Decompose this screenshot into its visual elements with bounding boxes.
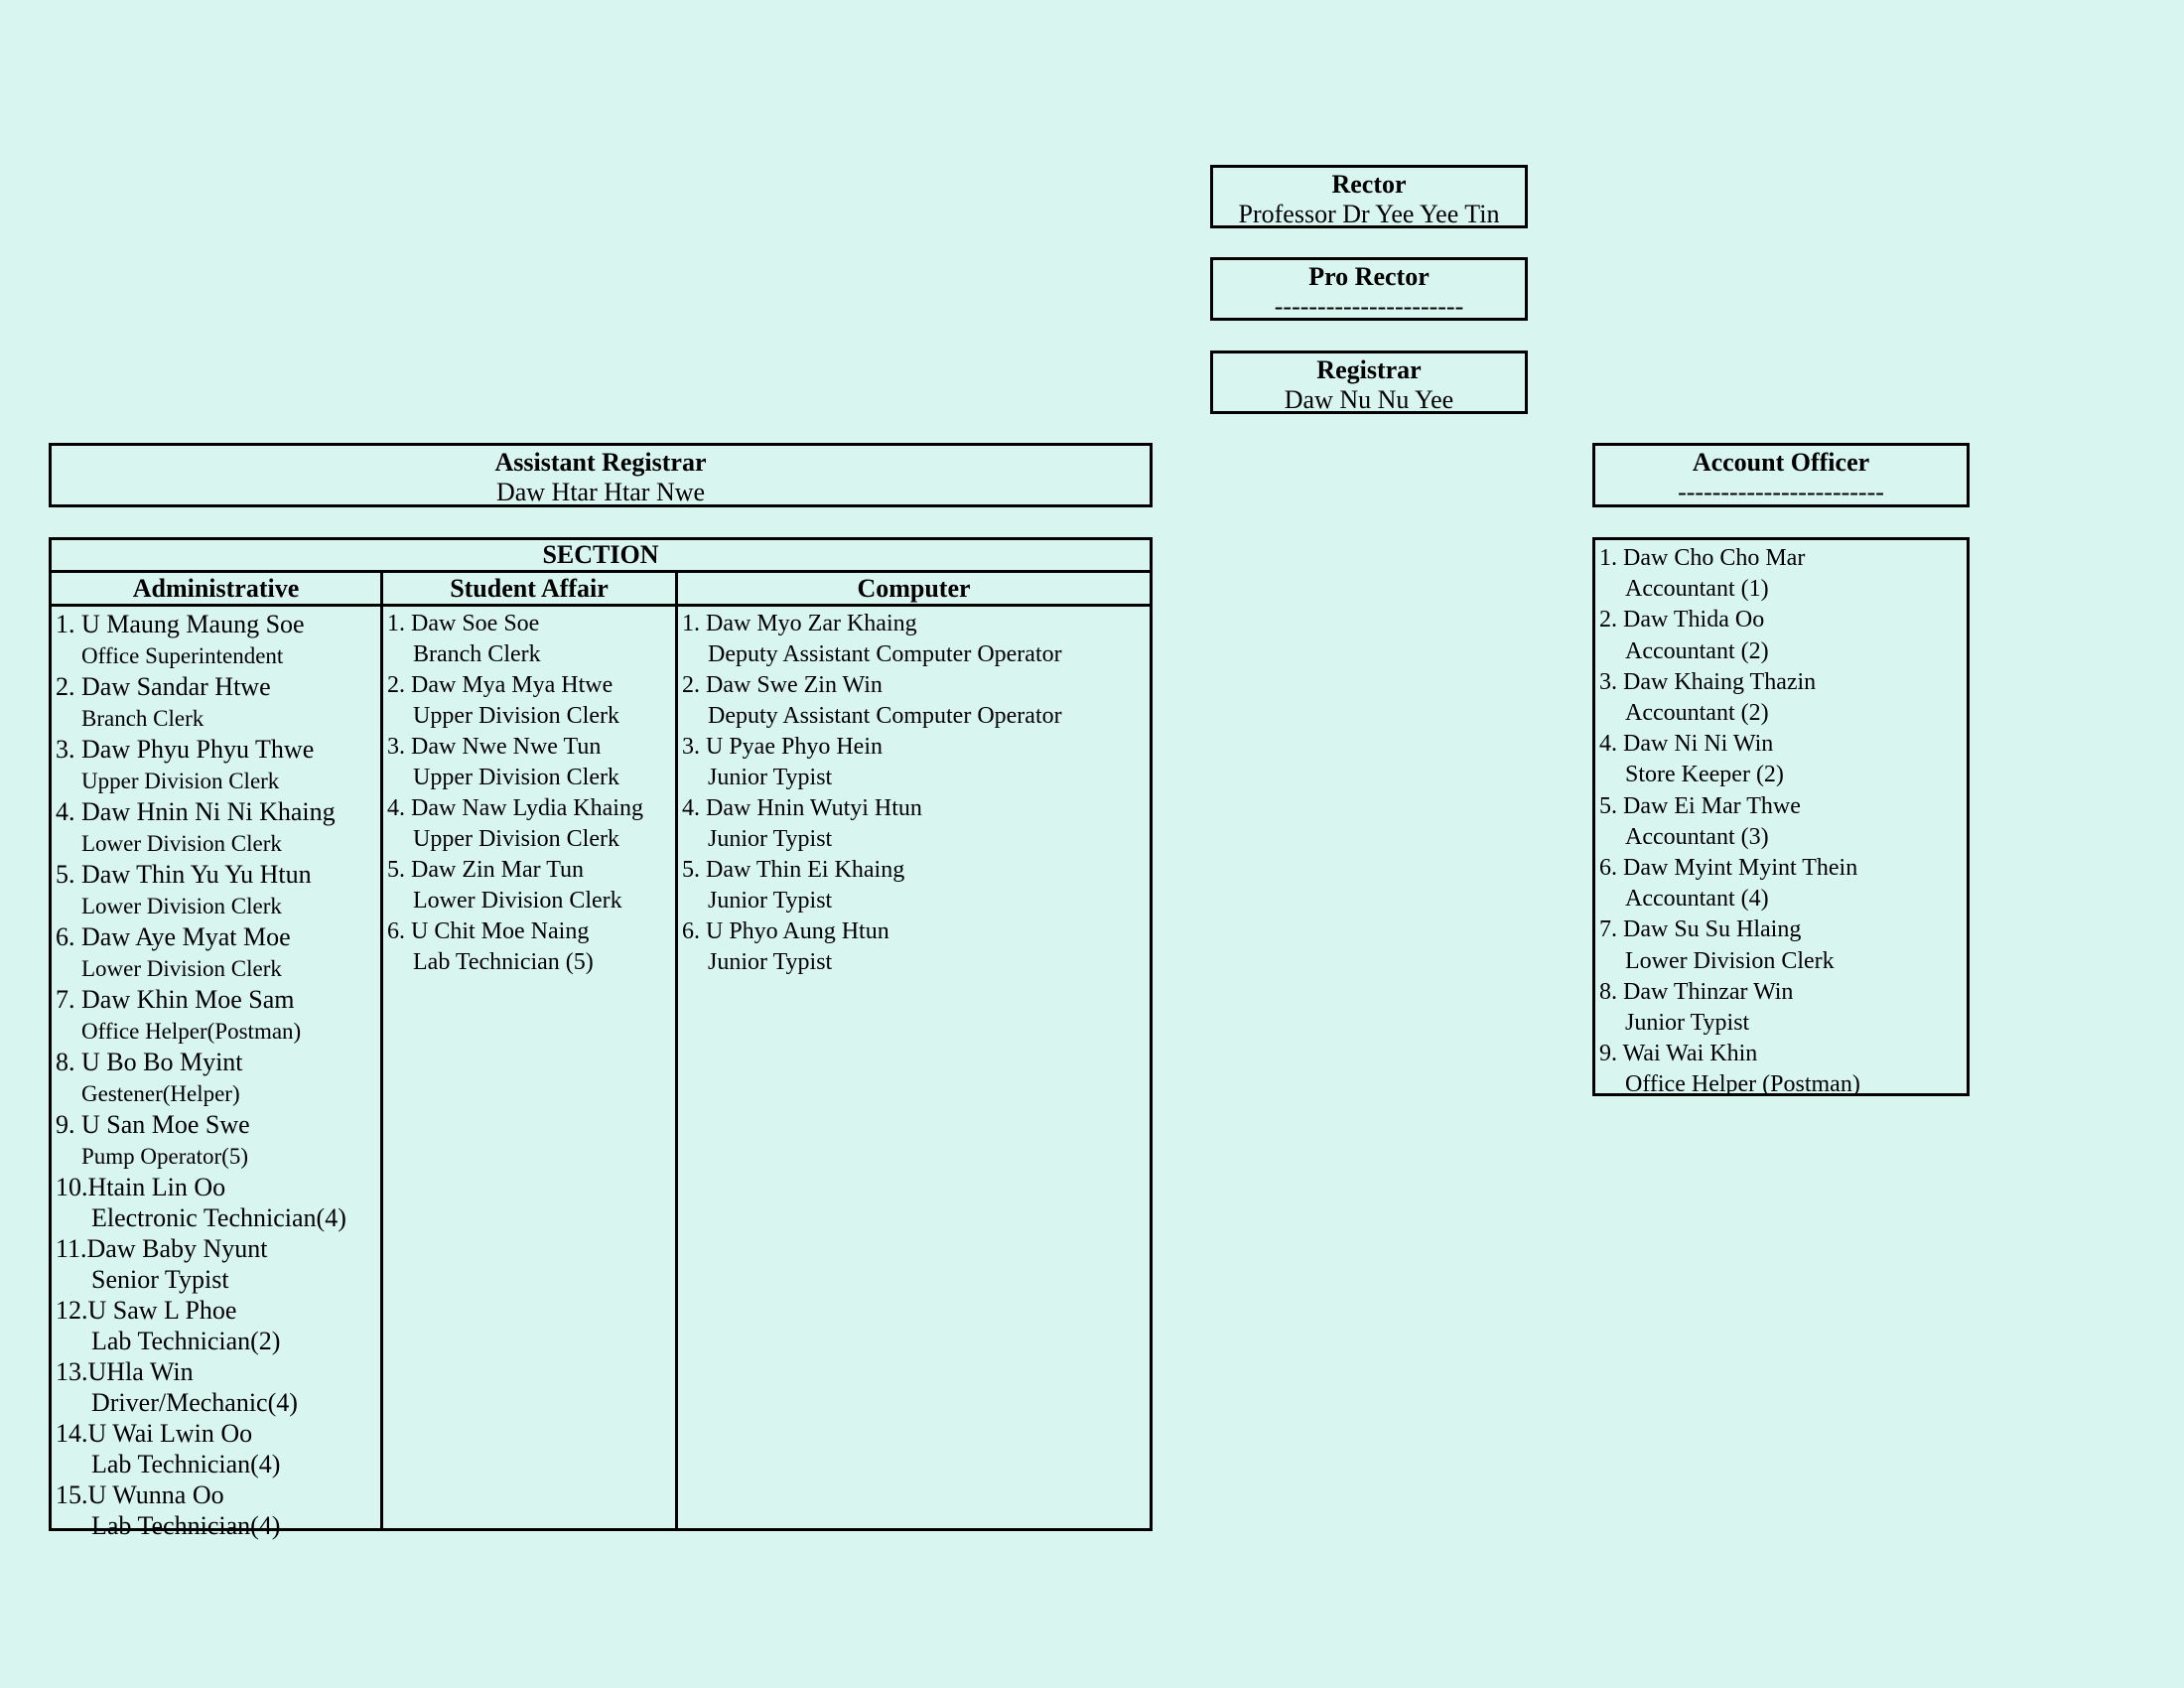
- list-item: [678, 609, 1150, 670]
- pro-rector-box: [1210, 257, 1528, 321]
- staff-role: Upper Division Clerk: [413, 765, 619, 790]
- staff-name: 2. Daw Swe Zin Win: [682, 672, 883, 698]
- staff-name: 9. Wai Wai Khin: [1599, 1041, 1758, 1067]
- list-item: [52, 1479, 380, 1541]
- list-item: [52, 796, 380, 859]
- list-item: [52, 984, 380, 1047]
- list-item: [52, 1109, 380, 1172]
- staff-role: Store Keeper (2): [1625, 762, 1784, 788]
- list-item: [1595, 791, 1967, 853]
- staff-role: Junior Typist: [708, 826, 833, 852]
- staff-role: Lower Division Clerk: [81, 831, 282, 856]
- list-item: [1595, 977, 1967, 1039]
- account-officer-name: ------------------------: [1678, 478, 1884, 506]
- staff-name: 6. Daw Myint Myint Thein: [1599, 855, 1858, 882]
- staff-name: 5. Daw Thin Yu Yu Htun: [56, 860, 312, 889]
- pro-rector-name: ----------------------: [1274, 292, 1464, 321]
- staff-name: 2. Daw Sandar Htwe: [56, 672, 271, 701]
- staff-role: Lower Division Clerk: [81, 956, 282, 981]
- staff-name: 13.UHla Win: [56, 1357, 194, 1386]
- list-item: [383, 670, 675, 732]
- list-item: [1595, 853, 1967, 914]
- staff-role: Accountant (3): [1625, 823, 1769, 850]
- staff-role: Office Helper (Postman): [1625, 1071, 1860, 1098]
- staff-name: 3. Daw Phyu Phyu Thwe: [56, 735, 315, 764]
- list-item: [52, 921, 380, 984]
- list-item: [52, 734, 380, 796]
- staff-role: Branch Clerk: [81, 706, 205, 731]
- staff-name: 3. Daw Khaing Thazin: [1599, 668, 1817, 695]
- staff-name: 10.Htain Lin Oo: [56, 1173, 226, 1201]
- staff-role: Accountant (1): [1625, 576, 1769, 603]
- staff-role: Upper Division Clerk: [413, 826, 619, 852]
- staff-role: Office Superintendent: [81, 643, 284, 668]
- staff-role: Lab Technician (5): [413, 949, 594, 975]
- staff-name: 7. Daw Khin Moe Sam: [56, 985, 295, 1014]
- staff-name: 9. U San Moe Swe: [56, 1110, 250, 1139]
- list-item: [52, 1233, 380, 1295]
- column-header-student-affair: Student Affair: [383, 573, 678, 604]
- list-item: [1595, 667, 1967, 729]
- staff-name: 11.Daw Baby Nyunt: [56, 1234, 268, 1263]
- list-item: [678, 793, 1150, 855]
- staff-name: 4. Daw Hnin Ni Ni Khaing: [56, 797, 336, 826]
- list-item: [383, 855, 675, 916]
- list-item: [678, 855, 1150, 916]
- assistant-registrar-title: Assistant Registrar: [494, 448, 707, 477]
- staff-role: Gestener(Helper): [81, 1081, 240, 1106]
- staff-role: Lower Division Clerk: [81, 894, 282, 918]
- rector-name: Professor Dr Yee Yee Tin: [1238, 200, 1500, 228]
- staff-name: 6. U Phyo Aung Htun: [682, 918, 889, 944]
- list-item: [1595, 605, 1967, 666]
- staff-name: 3. U Pyae Phyo Hein: [682, 734, 883, 760]
- staff-role: Junior Typist: [708, 765, 833, 790]
- staff-role: Lower Division Clerk: [1625, 947, 1835, 974]
- staff-name: 1. Daw Soe Soe: [387, 611, 540, 636]
- column-header-computer: Computer: [857, 574, 971, 603]
- list-item: [52, 1295, 380, 1356]
- section-title: SECTION: [52, 540, 1150, 573]
- staff-name: 6. Daw Aye Myat Moe: [56, 922, 291, 951]
- staff-role: Office Helper(Postman): [81, 1019, 302, 1044]
- staff-role: Lab Technician(2): [91, 1327, 281, 1355]
- staff-role: Accountant (4): [1625, 886, 1769, 913]
- staff-name: 7. Daw Su Su Hlaing: [1599, 916, 1802, 943]
- list-item: [52, 1172, 380, 1233]
- student-affair-column: [383, 607, 678, 1528]
- registrar-box: [1210, 351, 1528, 414]
- staff-role: Upper Division Clerk: [413, 703, 619, 729]
- staff-role: Junior Typist: [708, 949, 833, 975]
- staff-role: Accountant (2): [1625, 637, 1769, 664]
- staff-role: Lower Division Clerk: [413, 888, 622, 914]
- staff-name: 4. Daw Ni Ni Win: [1599, 731, 1774, 758]
- staff-name: 1. U Maung Maung Soe: [56, 610, 305, 638]
- list-item: [383, 793, 675, 855]
- staff-name: 12.U Saw L Phoe: [56, 1296, 237, 1325]
- staff-role: Driver/Mechanic(4): [91, 1388, 298, 1417]
- list-item: [52, 859, 380, 921]
- staff-role: Pump Operator(5): [81, 1144, 248, 1169]
- list-item: [52, 1356, 380, 1418]
- list-item: [52, 609, 380, 671]
- staff-name: 6. U Chit Moe Naing: [387, 918, 590, 944]
- staff-name: 14.U Wai Lwin Oo: [56, 1419, 253, 1448]
- staff-role: Lab Technician(4): [91, 1450, 281, 1478]
- list-item: [52, 1418, 380, 1479]
- staff-name: 4. Daw Naw Lydia Khaing: [387, 795, 643, 821]
- list-item: [678, 670, 1150, 732]
- list-item: [1595, 914, 1967, 976]
- staff-role: Lab Technician(4): [91, 1511, 281, 1540]
- staff-role: Branch Clerk: [413, 641, 541, 667]
- staff-name: 2. Daw Thida Oo: [1599, 607, 1765, 633]
- list-item: [383, 732, 675, 793]
- staff-role: Electronic Technician(4): [91, 1203, 346, 1232]
- staff-name: 3. Daw Nwe Nwe Tun: [387, 734, 602, 760]
- column-header-administrative: Administrative: [52, 573, 383, 604]
- section-column-headers: [52, 573, 1150, 607]
- list-item: [1595, 1039, 1967, 1100]
- staff-name: 5. Daw Ei Mar Thwe: [1599, 792, 1801, 819]
- account-officer-title: Account Officer: [1692, 448, 1870, 477]
- staff-name: 8. U Bo Bo Myint: [56, 1048, 243, 1076]
- staff-name: 8. Daw Thinzar Win: [1599, 978, 1794, 1005]
- staff-name: 1. Daw Myo Zar Khaing: [682, 611, 917, 636]
- staff-role: Junior Typist: [708, 888, 833, 914]
- list-item: [383, 916, 675, 978]
- staff-role: Senior Typist: [91, 1265, 229, 1294]
- computer-column: [678, 607, 1150, 1528]
- staff-name: 2. Daw Mya Mya Htwe: [387, 672, 614, 698]
- rector-title: Rector: [1331, 170, 1407, 199]
- staff-role: Junior Typist: [1625, 1010, 1750, 1037]
- staff-name: 1. Daw Cho Cho Mar: [1599, 545, 1806, 571]
- assistant-registrar-box: [49, 443, 1153, 507]
- staff-name: 4. Daw Hnin Wutyi Htun: [682, 795, 922, 821]
- list-item: [678, 916, 1150, 978]
- list-item: [52, 1047, 380, 1109]
- pro-rector-title: Pro Rector: [1308, 262, 1430, 291]
- staff-role: Upper Division Clerk: [81, 769, 280, 793]
- section-table: [49, 537, 1153, 1540]
- registrar-title: Registrar: [1316, 355, 1422, 384]
- assistant-registrar-name: Daw Htar Htar Nwe: [495, 478, 706, 506]
- registrar-name: Daw Nu Nu Yee: [1284, 385, 1454, 414]
- administrative-column: [52, 607, 383, 1540]
- account-staff-list: [1592, 537, 1970, 1096]
- staff-role: Accountant (2): [1625, 700, 1769, 727]
- list-item: [52, 671, 380, 734]
- staff-name: 5. Daw Thin Ei Khaing: [682, 857, 905, 883]
- staff-role: Deputy Assistant Computer Operator: [708, 641, 1062, 667]
- list-item: [678, 732, 1150, 793]
- staff-name: 15.U Wunna Oo: [56, 1480, 224, 1509]
- list-item: [1595, 729, 1967, 790]
- rector-box: [1210, 165, 1528, 228]
- list-item: [1595, 543, 1967, 605]
- staff-role: Deputy Assistant Computer Operator: [708, 703, 1062, 729]
- staff-name: 5. Daw Zin Mar Tun: [387, 857, 585, 883]
- account-officer-box: [1592, 443, 1970, 507]
- list-item: [383, 609, 675, 670]
